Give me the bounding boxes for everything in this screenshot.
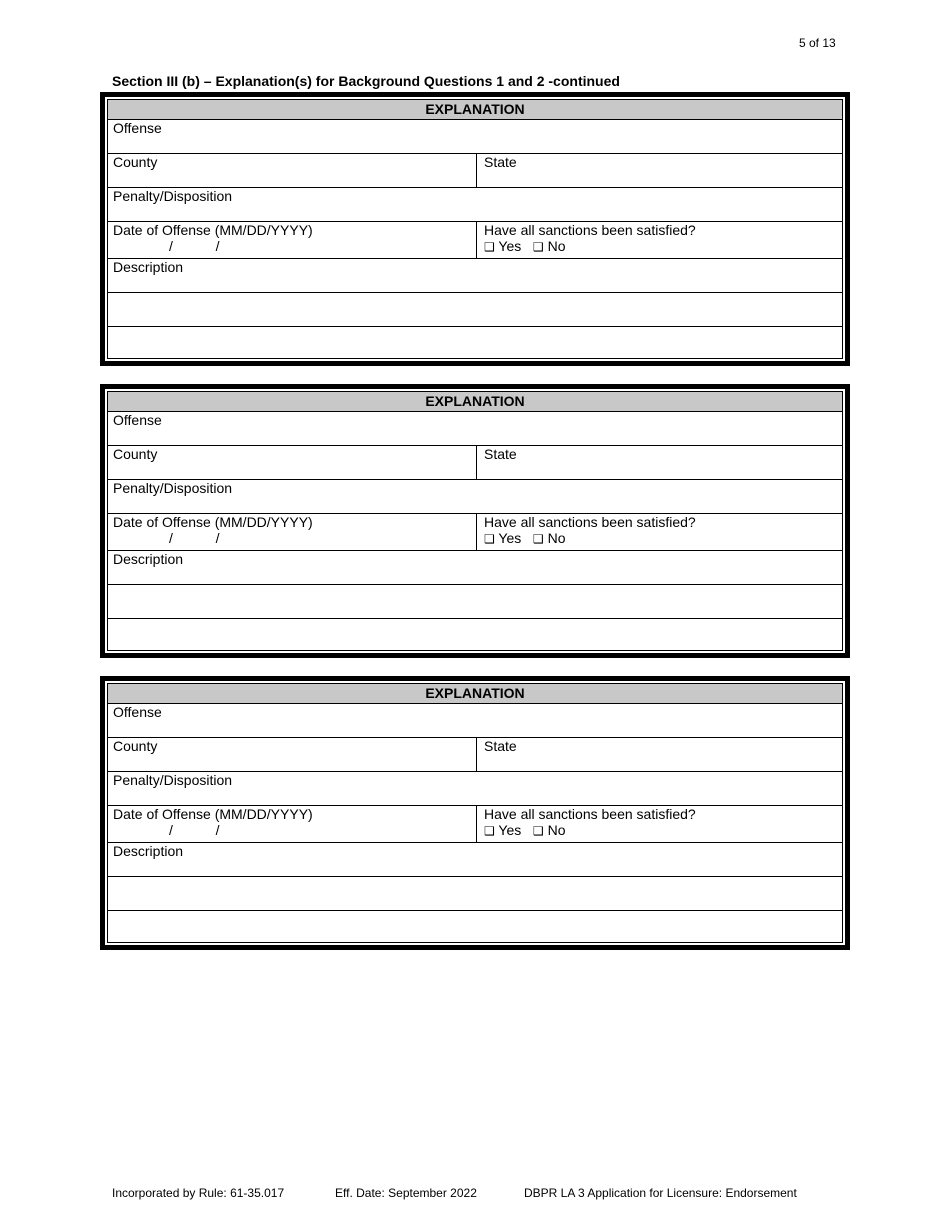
county-label: County xyxy=(113,154,158,170)
explanation-header: EXPLANATION xyxy=(108,684,842,704)
yes-label: Yes xyxy=(498,822,522,838)
state-label: State xyxy=(484,446,517,462)
yes-checkbox[interactable]: ❑ xyxy=(484,824,495,838)
section-title: Section III (b) – Explanation(s) for Background Questions 1 and 2 -continued xyxy=(112,73,620,89)
explanation-block-1 xyxy=(100,92,850,366)
state-field[interactable] xyxy=(477,446,842,479)
state-field[interactable] xyxy=(477,738,842,771)
date-label: Date of Offense (MM/DD/YYYY) xyxy=(113,806,313,822)
description-line[interactable] xyxy=(108,877,842,911)
penalty-row[interactable] xyxy=(108,772,842,806)
date-of-offense-field[interactable] xyxy=(108,806,477,842)
county-label: County xyxy=(113,446,158,462)
sanctions-question: Have all sanctions been satisfied? xyxy=(484,806,696,822)
description-label: Description xyxy=(113,259,184,275)
date-of-offense-field[interactable] xyxy=(108,222,477,258)
description-label: Description xyxy=(113,843,184,859)
description-row[interactable] xyxy=(108,551,842,585)
description-line[interactable] xyxy=(108,911,842,946)
date-sanctions-row xyxy=(108,222,842,259)
county-field[interactable] xyxy=(108,446,477,479)
offense-row[interactable] xyxy=(108,412,842,446)
offense-label: Offense xyxy=(113,412,162,428)
county-field[interactable] xyxy=(108,738,477,771)
no-label: No xyxy=(547,822,566,838)
date-slashes: / / xyxy=(169,822,220,838)
description-line[interactable] xyxy=(108,585,842,619)
no-checkbox[interactable]: ❑ xyxy=(532,824,544,838)
offense-row[interactable] xyxy=(108,704,842,738)
county-state-row xyxy=(108,738,842,772)
no-checkbox[interactable]: ❑ xyxy=(532,532,544,546)
offense-label: Offense xyxy=(113,704,162,720)
penalty-label: Penalty/Disposition xyxy=(113,772,233,788)
offense-row[interactable] xyxy=(108,120,842,154)
sanctions-field xyxy=(477,806,842,842)
footer-eff-date: Eff. Date: September 2022 xyxy=(335,1186,477,1200)
penalty-row[interactable] xyxy=(108,480,842,514)
county-label: County xyxy=(113,738,158,754)
description-row[interactable] xyxy=(108,259,842,293)
footer-form-name: DBPR LA 3 Application for Licensure: Endorsement xyxy=(524,1186,797,1200)
yes-checkbox[interactable]: ❑ xyxy=(484,240,495,254)
date-slashes: / / xyxy=(169,238,220,254)
state-label: State xyxy=(484,154,517,170)
county-field[interactable] xyxy=(108,154,477,187)
county-state-row xyxy=(108,154,842,188)
sanctions-question: Have all sanctions been satisfied? xyxy=(484,222,696,238)
sanctions-field xyxy=(477,222,842,258)
no-label: No xyxy=(547,238,566,254)
penalty-label: Penalty/Disposition xyxy=(113,480,233,496)
date-label: Date of Offense (MM/DD/YYYY) xyxy=(113,514,313,530)
county-state-row xyxy=(108,446,842,480)
date-label: Date of Offense (MM/DD/YYYY) xyxy=(113,222,313,238)
sanctions-field xyxy=(477,514,842,550)
penalty-label: Penalty/Disposition xyxy=(113,188,233,204)
no-label: No xyxy=(547,530,566,546)
description-row[interactable] xyxy=(108,843,842,877)
offense-label: Offense xyxy=(113,120,162,136)
date-of-offense-field[interactable] xyxy=(108,514,477,550)
page-number: 5 of 13 xyxy=(799,36,836,50)
yes-label: Yes xyxy=(498,530,522,546)
state-field[interactable] xyxy=(477,154,842,187)
footer-rule: Incorporated by Rule: 61-35.017 xyxy=(112,1186,285,1200)
description-line[interactable] xyxy=(108,293,842,327)
date-sanctions-row xyxy=(108,514,842,551)
explanation-block-2 xyxy=(100,384,850,658)
date-sanctions-row xyxy=(108,806,842,843)
state-label: State xyxy=(484,738,517,754)
description-line[interactable] xyxy=(108,619,842,654)
explanation-header: EXPLANATION xyxy=(108,100,842,120)
penalty-row[interactable] xyxy=(108,188,842,222)
date-slashes: / / xyxy=(169,530,220,546)
explanation-block-3 xyxy=(100,676,850,950)
yes-label: Yes xyxy=(498,238,522,254)
no-checkbox[interactable]: ❑ xyxy=(532,240,544,254)
sanctions-question: Have all sanctions been satisfied? xyxy=(484,514,696,530)
description-label: Description xyxy=(113,551,184,567)
explanation-header: EXPLANATION xyxy=(108,392,842,412)
description-line[interactable] xyxy=(108,327,842,362)
yes-checkbox[interactable]: ❑ xyxy=(484,532,495,546)
